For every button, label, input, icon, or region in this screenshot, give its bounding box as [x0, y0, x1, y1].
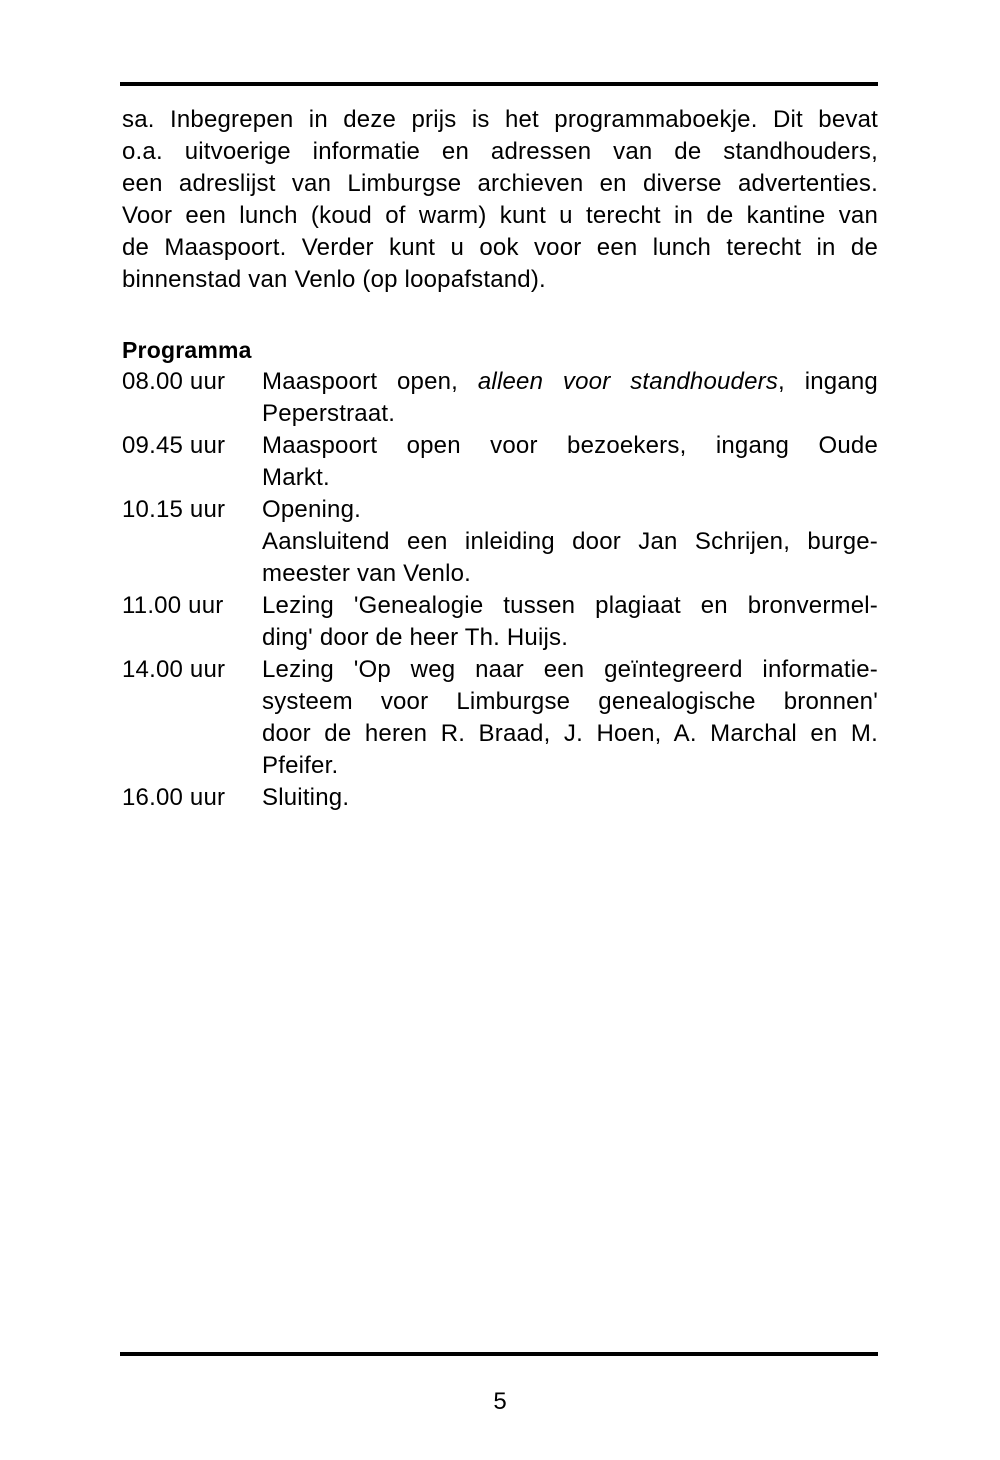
schedule-description [262, 366, 878, 430]
schedule-description-line [262, 558, 878, 590]
description-text: Maaspoort open, [262, 368, 478, 395]
schedule-description-line [262, 686, 878, 718]
schedule-item [122, 654, 878, 782]
schedule-time: 14.00 uur [122, 656, 226, 683]
schedule-description-line [262, 654, 878, 686]
top-rule [120, 82, 878, 86]
description-text: Peperstraat. [262, 400, 396, 427]
description-text: Pfeifer. [262, 752, 339, 779]
intro-line: binnenstad van Venlo (op loopafstand). [122, 266, 546, 293]
description-text: systeem voor Limburgse genealogische bronnen' [262, 688, 878, 715]
description-text: , ingang [778, 368, 878, 395]
intro-paragraph [122, 104, 878, 296]
programme-schedule [122, 366, 878, 814]
schedule-item [122, 590, 878, 654]
schedule-description-line [262, 366, 878, 398]
description-text: Lezing 'Genealogie tussen plagiaat en bronvermel- [262, 592, 878, 619]
schedule-time: 10.15 uur [122, 496, 226, 523]
schedule-item [122, 366, 878, 430]
schedule-item [122, 782, 878, 814]
schedule-description [262, 782, 878, 814]
description-text: Opening. [262, 496, 362, 523]
intro-line: o.a. uitvoerige informatie en adressen van de standhouders, [122, 138, 878, 165]
schedule-description-line [262, 750, 878, 782]
description-text: door de heren R. Braad, J. Hoen, A. Marchal en M. [262, 720, 878, 747]
schedule-time: 08.00 uur [122, 368, 226, 395]
schedule-description-line [262, 526, 878, 558]
schedule-description-line [262, 622, 878, 654]
intro-line: de Maaspoort. Verder kunt u ook voor een lunch terecht in de [122, 234, 878, 261]
schedule-description-line [262, 782, 878, 814]
page-number: 5 [493, 1388, 507, 1415]
description-text: Sluiting. [262, 784, 350, 811]
schedule-description [262, 654, 878, 782]
bottom-rule [120, 1352, 878, 1356]
schedule-description [262, 494, 878, 590]
description-text: Maaspoort open voor bezoekers, ingang Oude [262, 432, 878, 459]
schedule-description [262, 590, 878, 654]
schedule-description-line [262, 462, 878, 494]
description-text: Aansluitend een inleiding door Jan Schrijen, burge- [262, 528, 878, 555]
intro-line: een adreslijst van Limburgse archieven en diverse advertenties. [122, 170, 878, 197]
schedule-item [122, 494, 878, 590]
schedule-time: 11.00 uur [122, 592, 224, 619]
schedule-time: 09.45 uur [122, 432, 226, 459]
description-text: Lezing 'Op weg naar een geïntegreerd informatie- [262, 656, 878, 683]
description-text: Markt. [262, 464, 330, 491]
description-text: ding' door de heer Th. Huijs. [262, 624, 569, 651]
schedule-description-line [262, 494, 878, 526]
schedule-description-line [262, 718, 878, 750]
schedule-description [262, 430, 878, 494]
description-text: meester van Venlo. [262, 560, 472, 587]
schedule-item [122, 430, 878, 494]
schedule-description-line [262, 590, 878, 622]
schedule-description-line [262, 430, 878, 462]
intro-line: Voor een lunch (koud of warm) kunt u terecht in de kantine van [122, 202, 878, 229]
description-emphasis: alleen voor standhouders [477, 368, 779, 395]
page-content [122, 104, 878, 814]
programme-title: Programma [122, 337, 252, 363]
intro-line: sa. Inbegrepen in deze prijs is het programmaboekje. Dit bevat [122, 106, 878, 133]
schedule-time: 16.00 uur [122, 784, 226, 811]
schedule-description-line [262, 398, 878, 430]
